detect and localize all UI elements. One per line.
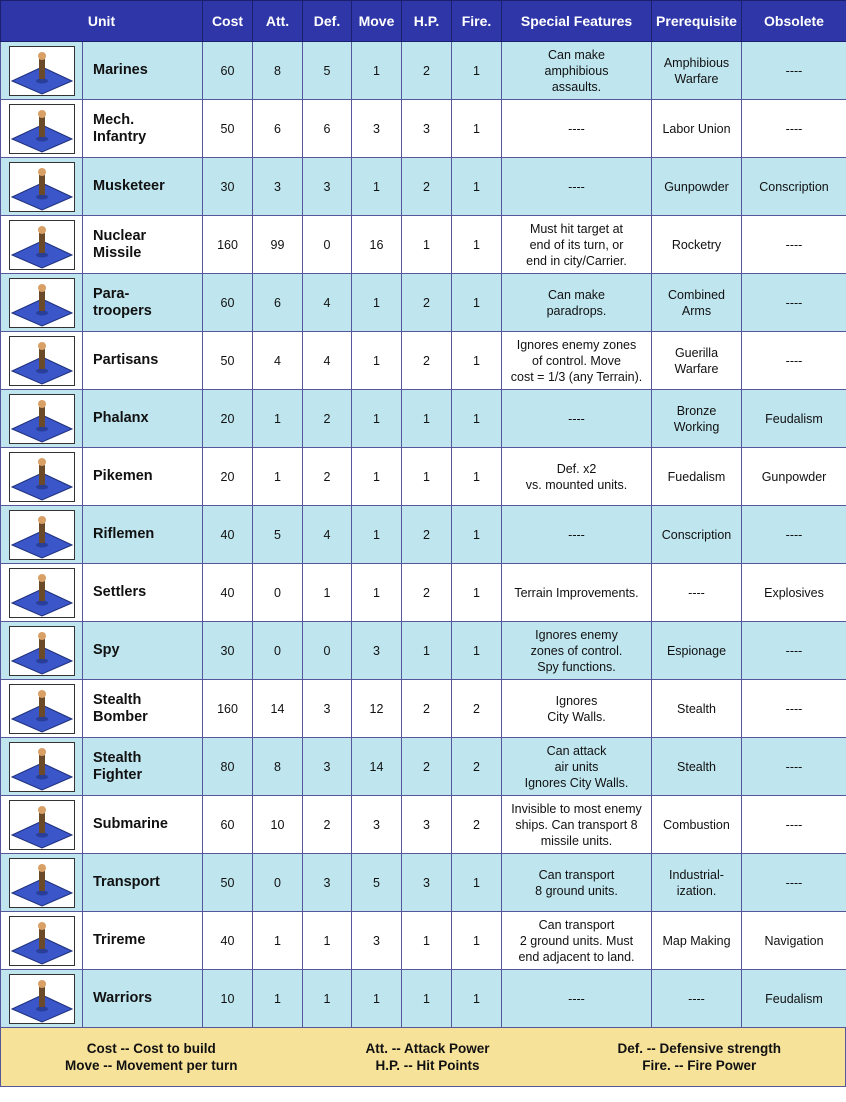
unit-move: 3 [352,622,402,680]
unit-def: 2 [303,448,352,506]
unit-icon-cell [1,274,83,332]
col-header-att: Att. [253,1,303,42]
unit-def: 0 [303,622,352,680]
unit-fire: 1 [452,622,502,680]
unit-att: 5 [253,506,303,564]
unit-move: 16 [352,216,402,274]
unit-features: Can make paradrops. [502,274,652,332]
table-row [1,796,846,854]
table-row [1,912,846,970]
unit-att: 1 [253,448,303,506]
table-row [1,448,846,506]
unit-prereq: Conscription [652,506,742,564]
unit-name: Settlers [83,564,203,622]
unit-features: Can transport 8 ground units. [502,854,652,912]
unit-move: 12 [352,680,402,738]
unit-move: 1 [352,564,402,622]
unit-name: Transport [83,854,203,912]
stealth-fighter-icon [9,742,75,792]
unit-cost: 160 [203,680,253,738]
unit-obsolete: ---- [742,854,846,912]
unit-cost: 40 [203,506,253,564]
unit-icon-cell [1,42,83,100]
unit-def: 2 [303,796,352,854]
transport-icon [9,858,75,908]
unit-fire: 1 [452,912,502,970]
unit-obsolete: Gunpowder [742,448,846,506]
unit-prereq: Bronze Working [652,390,742,448]
unit-name: Spy [83,622,203,680]
unit-obsolete: ---- [742,42,846,100]
unit-move: 1 [352,390,402,448]
header-row [1,1,846,42]
unit-icon-cell [1,738,83,796]
unit-hp: 2 [402,738,452,796]
unit-att: 1 [253,912,303,970]
unit-name: Riflemen [83,506,203,564]
trireme-icon [9,916,75,966]
unit-features: ---- [502,506,652,564]
warriors-icon [9,974,75,1024]
unit-features: Ignores enemy zones of control. Spy functions. [502,622,652,680]
unit-cost: 40 [203,912,253,970]
unit-obsolete: Explosives [742,564,846,622]
unit-move: 1 [352,448,402,506]
unit-features: Can attack air units Ignores City Walls. [502,738,652,796]
unit-def: 3 [303,854,352,912]
legend-group-3 [617,1040,781,1074]
unit-cost: 20 [203,448,253,506]
unit-move: 1 [352,970,402,1028]
legend-group-2 [365,1040,489,1074]
unit-prereq: Rocketry [652,216,742,274]
legend-hp: H.P. -- Hit Points [375,1058,480,1073]
col-header-prereq: Prerequisite [652,1,742,42]
unit-def: 1 [303,912,352,970]
table-row [1,970,846,1028]
unit-hp: 1 [402,216,452,274]
unit-prereq: Stealth [652,680,742,738]
legend-group-1 [65,1040,238,1074]
unit-fire: 1 [452,854,502,912]
unit-hp: 2 [402,274,452,332]
unit-prereq: Labor Union [652,100,742,158]
unit-fire: 1 [452,506,502,564]
stealth-bomber-icon [9,684,75,734]
unit-icon-cell [1,622,83,680]
unit-name: Stealth Fighter [83,738,203,796]
unit-def: 0 [303,216,352,274]
unit-features: Ignores enemy zones of control. Move cost = 1/3 (any Terrain). [502,332,652,390]
unit-hp: 1 [402,390,452,448]
unit-hp: 3 [402,796,452,854]
legend-att: Att. -- Attack Power [365,1041,490,1056]
unit-features: Invisible to most enemy ships. Can transport 8 missile units. [502,796,652,854]
unit-hp: 2 [402,680,452,738]
col-header-special: Special Features [502,1,652,42]
unit-name: Warriors [83,970,203,1028]
unit-obsolete: ---- [742,680,846,738]
unit-prereq: Amphibious Warfare [652,42,742,100]
unit-obsolete: Conscription [742,158,846,216]
table-row [1,274,846,332]
unit-hp: 2 [402,42,452,100]
unit-prereq: Guerilla Warfare [652,332,742,390]
table-row [1,42,846,100]
unit-cost: 60 [203,796,253,854]
unit-move: 1 [352,274,402,332]
submarine-icon [9,800,75,850]
unit-def: 3 [303,680,352,738]
col-header-hp: H.P. [402,1,452,42]
musketeer-icon [9,162,75,212]
unit-hp: 2 [402,158,452,216]
unit-name: Marines [83,42,203,100]
unit-prereq: Gunpowder [652,158,742,216]
unit-cost: 40 [203,564,253,622]
paratrooper-icon [9,278,75,328]
unit-cost: 30 [203,158,253,216]
unit-name: Phalanx [83,390,203,448]
unit-move: 3 [352,796,402,854]
unit-att: 8 [253,738,303,796]
unit-obsolete: ---- [742,274,846,332]
unit-rows [1,42,846,1028]
unit-icon-cell [1,970,83,1028]
unit-fire: 1 [452,390,502,448]
unit-features: Must hit target at end of its turn, or end in city/Carrier. [502,216,652,274]
unit-name: Mech. Infantry [83,100,203,158]
unit-icon-cell [1,912,83,970]
table-row [1,854,846,912]
unit-def: 2 [303,390,352,448]
unit-name: Nuclear Missile [83,216,203,274]
unit-move: 1 [352,42,402,100]
unit-att: 1 [253,390,303,448]
unit-def: 1 [303,970,352,1028]
unit-prereq: Industrial- ization. [652,854,742,912]
table-row [1,506,846,564]
unit-def: 3 [303,158,352,216]
unit-cost: 60 [203,274,253,332]
unit-cost: 160 [203,216,253,274]
unit-icon-cell [1,216,83,274]
unit-icon-cell [1,100,83,158]
mech-infantry-icon [9,104,75,154]
unit-icon-cell [1,854,83,912]
unit-icon-cell [1,332,83,390]
unit-def: 4 [303,332,352,390]
unit-name: Pikemen [83,448,203,506]
unit-fire: 2 [452,738,502,796]
unit-fire: 2 [452,680,502,738]
unit-obsolete: ---- [742,100,846,158]
unit-fire: 1 [452,332,502,390]
unit-cost: 50 [203,100,253,158]
legend-cost: Cost -- Cost to build [86,1041,216,1056]
unit-features: ---- [502,970,652,1028]
unit-move: 3 [352,912,402,970]
unit-obsolete: ---- [742,506,846,564]
unit-hp: 2 [402,332,452,390]
unit-move: 1 [352,506,402,564]
unit-att: 0 [253,564,303,622]
unit-def: 4 [303,274,352,332]
settlers-icon [9,568,75,618]
unit-name: Trireme [83,912,203,970]
unit-prereq: Combustion [652,796,742,854]
col-header-unit: Unit [1,1,203,42]
unit-prereq: Map Making [652,912,742,970]
unit-att: 4 [253,332,303,390]
unit-icon-cell [1,796,83,854]
unit-icon-cell [1,680,83,738]
unit-icon-cell [1,158,83,216]
unit-features: ---- [502,158,652,216]
unit-hp: 2 [402,506,452,564]
unit-obsolete: Feudalism [742,970,846,1028]
unit-att: 99 [253,216,303,274]
legend-def: Def. -- Defensive strength [617,1041,781,1056]
unit-att: 14 [253,680,303,738]
table-row [1,390,846,448]
unit-fire: 1 [452,274,502,332]
unit-features: Def. x2 vs. mounted units. [502,448,652,506]
unit-fire: 1 [452,970,502,1028]
unit-prereq: Espionage [652,622,742,680]
unit-prereq: Fuedalism [652,448,742,506]
unit-move: 1 [352,332,402,390]
pikemen-icon [9,452,75,502]
unit-features: Terrain Improvements. [502,564,652,622]
table-row [1,100,846,158]
unit-att: 1 [253,970,303,1028]
unit-att: 6 [253,100,303,158]
unit-att: 3 [253,158,303,216]
unit-cost: 10 [203,970,253,1028]
unit-cost: 20 [203,390,253,448]
unit-def: 6 [303,100,352,158]
unit-obsolete: Feudalism [742,390,846,448]
legend-fire: Fire. -- Fire Power [642,1058,757,1073]
unit-hp: 1 [402,912,452,970]
unit-name: Musketeer [83,158,203,216]
unit-icon-cell [1,448,83,506]
unit-att: 8 [253,42,303,100]
table-row [1,622,846,680]
table-row [1,738,846,796]
unit-features: Can make amphibious assaults. [502,42,652,100]
unit-fire: 1 [452,216,502,274]
unit-fire: 1 [452,448,502,506]
unit-icon-cell [1,390,83,448]
unit-prereq: Stealth [652,738,742,796]
unit-fire: 1 [452,564,502,622]
unit-move: 5 [352,854,402,912]
unit-cost: 50 [203,854,253,912]
phalanx-icon [9,394,75,444]
unit-cost: 80 [203,738,253,796]
spy-icon [9,626,75,676]
legend-move: Move -- Movement per turn [64,1058,238,1073]
unit-obsolete: ---- [742,796,846,854]
unit-hp: 1 [402,970,452,1028]
col-header-move: Move [352,1,402,42]
unit-obsolete: ---- [742,622,846,680]
unit-features: ---- [502,390,652,448]
unit-def: 1 [303,564,352,622]
nuclear-missile-icon [9,220,75,270]
unit-hp: 3 [402,854,452,912]
unit-move: 3 [352,100,402,158]
unit-fire: 1 [452,158,502,216]
unit-obsolete: Navigation [742,912,846,970]
unit-fire: 1 [452,42,502,100]
unit-att: 0 [253,622,303,680]
unit-icon-cell [1,506,83,564]
unit-obsolete: ---- [742,216,846,274]
col-header-fire: Fire. [452,1,502,42]
partisan-icon [9,336,75,386]
unit-name: Para- troopers [83,274,203,332]
unit-def: 5 [303,42,352,100]
unit-hp: 2 [402,564,452,622]
col-header-def: Def. [303,1,352,42]
table-row [1,332,846,390]
marine-icon [9,46,75,96]
unit-fire: 1 [452,100,502,158]
table-row [1,680,846,738]
riflemen-icon [9,510,75,560]
unit-hp: 1 [402,622,452,680]
unit-move: 1 [352,158,402,216]
unit-att: 0 [253,854,303,912]
unit-att: 10 [253,796,303,854]
unit-cost: 50 [203,332,253,390]
unit-prereq: ---- [652,564,742,622]
unit-features: Can transport 2 ground units. Must end adjacent to land. [502,912,652,970]
unit-hp: 1 [402,448,452,506]
table-row [1,564,846,622]
unit-features: ---- [502,100,652,158]
unit-cost: 30 [203,622,253,680]
legend [0,1028,846,1087]
col-header-cost: Cost [203,1,253,42]
unit-move: 14 [352,738,402,796]
unit-hp: 3 [402,100,452,158]
table-row [1,158,846,216]
unit-icon-cell [1,564,83,622]
unit-att: 6 [253,274,303,332]
unit-prereq: ---- [652,970,742,1028]
unit-obsolete: ---- [742,332,846,390]
unit-def: 3 [303,738,352,796]
col-header-obsolete: Obsolete [742,1,846,42]
unit-obsolete: ---- [742,738,846,796]
unit-features: Ignores City Walls. [502,680,652,738]
unit-name: Submarine [83,796,203,854]
table-row [1,216,846,274]
unit-def: 4 [303,506,352,564]
unit-fire: 2 [452,796,502,854]
unit-prereq: Combined Arms [652,274,742,332]
unit-name: Partisans [83,332,203,390]
unit-name: Stealth Bomber [83,680,203,738]
unit-cost: 60 [203,42,253,100]
